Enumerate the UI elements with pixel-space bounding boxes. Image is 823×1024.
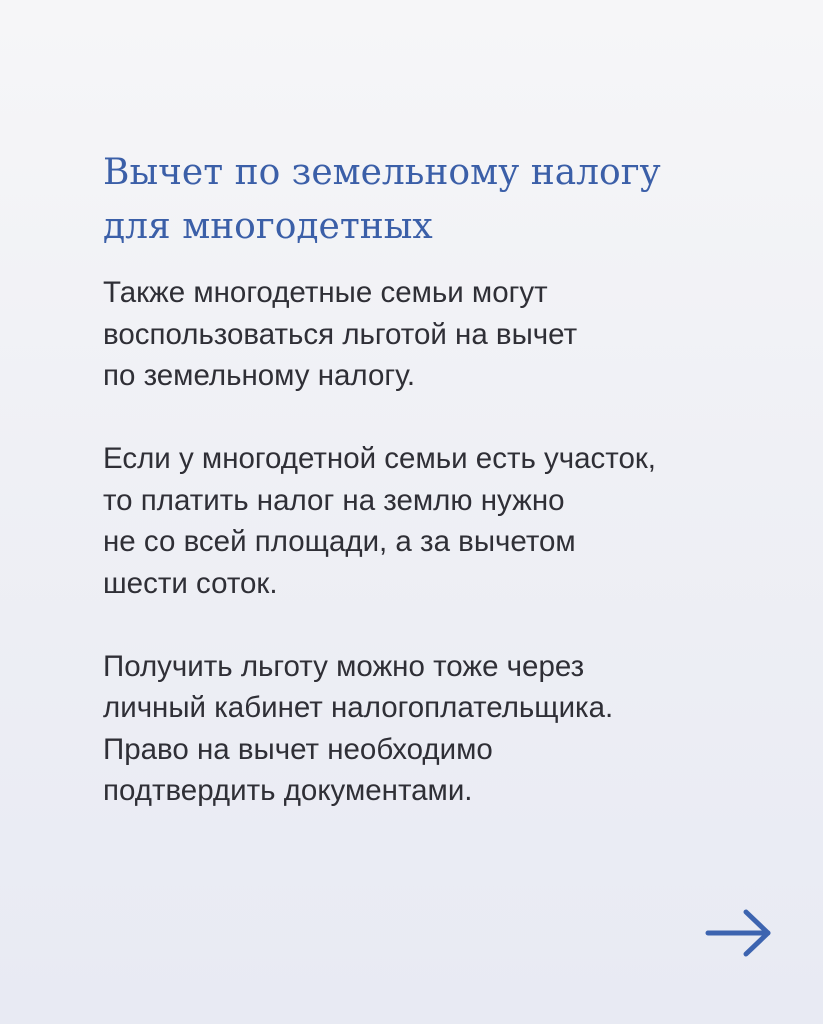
paragraph-line: воспользоваться льготой на вычет	[103, 317, 578, 351]
page-title	[103, 146, 783, 254]
paragraph-plot-deduction	[103, 438, 793, 604]
paragraph-line: Получить льготу можно тоже через	[103, 649, 585, 683]
paragraph-line: Также многодетные семьи могут	[103, 276, 548, 309]
body-text	[103, 272, 793, 812]
paragraph-line: личный кабинет налогоплательщика.	[103, 691, 614, 724]
next-slide-button[interactable]	[700, 905, 776, 961]
paragraph-intro	[103, 272, 793, 397]
paragraph-line: по земельному налогу.	[103, 359, 416, 392]
arrow-right-icon	[700, 905, 776, 961]
title-line: для многодетных	[103, 206, 433, 247]
paragraph-line: Если у многодетной семьи есть участок,	[103, 442, 656, 475]
title-line: Вычет по земельному налогу	[103, 152, 661, 193]
paragraph-line: то платить налог на землю нужно	[103, 483, 565, 517]
paragraph-line: не со всей площади, а за вычетом	[103, 525, 576, 558]
paragraph-line: Право на вычет необходимо	[103, 732, 493, 766]
paragraph-line: шести соток.	[103, 566, 278, 600]
paragraph-line: подтвердить документами.	[103, 774, 473, 807]
paragraph-how-to-get	[103, 646, 793, 812]
